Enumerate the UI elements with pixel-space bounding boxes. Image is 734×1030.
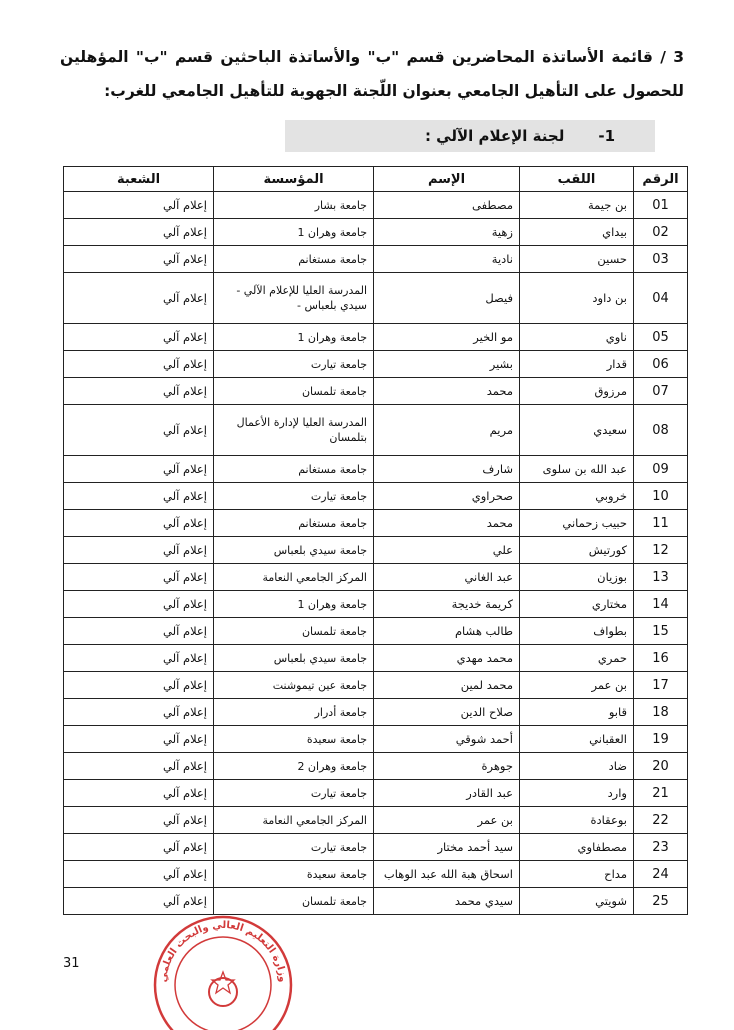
cell-first-name: صحراوي (374, 483, 520, 510)
cell-institution: جامعة تيارت (214, 351, 374, 378)
cell-last-name: بطواف (520, 618, 634, 645)
cell-number: 03 (634, 246, 688, 273)
cell-first-name: عبد القادر (374, 780, 520, 807)
cell-last-name: مختاري (520, 591, 634, 618)
cell-number: 07 (634, 378, 688, 405)
table-row (64, 780, 688, 807)
cell-institution: جامعة تلمسان (214, 378, 374, 405)
cell-first-name: كريمة خديجة (374, 591, 520, 618)
cell-first-name: محمد (374, 510, 520, 537)
cell-number: 18 (634, 699, 688, 726)
candidates-table (63, 166, 688, 915)
header-number: الرقم (634, 167, 688, 192)
cell-institution: جامعة سيدي بلعباس (214, 645, 374, 672)
cell-last-name: حسين (520, 246, 634, 273)
cell-first-name: علي (374, 537, 520, 564)
cell-branch: إعلام آلي (64, 699, 214, 726)
table-row (64, 483, 688, 510)
table-row (64, 510, 688, 537)
cell-branch: إعلام آلي (64, 591, 214, 618)
cell-institution: جامعة مستغانم (214, 510, 374, 537)
cell-branch: إعلام آلي (64, 753, 214, 780)
cell-number: 02 (634, 219, 688, 246)
cell-branch: إعلام آلي (64, 564, 214, 591)
cell-institution: المركز الجامعي النعامة (214, 564, 374, 591)
cell-first-name: محمد (374, 378, 520, 405)
cell-last-name: مرزوق (520, 378, 634, 405)
committee-heading (285, 120, 655, 152)
cell-last-name: خروبي (520, 483, 634, 510)
cell-number: 12 (634, 537, 688, 564)
cell-institution: جامعة وهران 1 (214, 324, 374, 351)
table-row (64, 591, 688, 618)
cell-last-name: حمري (520, 645, 634, 672)
table-row (64, 645, 688, 672)
cell-institution: جامعة وهران 1 (214, 591, 374, 618)
cell-institution: جامعة أدرار (214, 699, 374, 726)
cell-number: 09 (634, 456, 688, 483)
cell-last-name: مداح (520, 861, 634, 888)
table-row (64, 192, 688, 219)
cell-branch: إعلام آلي (64, 219, 214, 246)
cell-branch: إعلام آلي (64, 618, 214, 645)
cell-branch: إعلام آلي (64, 672, 214, 699)
cell-first-name: مريم (374, 405, 520, 456)
cell-branch: إعلام آلي (64, 888, 214, 915)
cell-first-name: شارف (374, 456, 520, 483)
cell-institution: جامعة وهران 2 (214, 753, 374, 780)
cell-first-name: عبد الغاني (374, 564, 520, 591)
cell-last-name: بيداي (520, 219, 634, 246)
cell-last-name: عبد الله بن سلوى (520, 456, 634, 483)
cell-branch: إعلام آلي (64, 510, 214, 537)
cell-last-name: بن جيمة (520, 192, 634, 219)
table-row (64, 324, 688, 351)
cell-number: 16 (634, 645, 688, 672)
cell-institution: جامعة سعيدة (214, 861, 374, 888)
cell-first-name: سيد أحمد مختار (374, 834, 520, 861)
table-row (64, 726, 688, 753)
official-seal-icon (148, 910, 298, 1030)
cell-number: 11 (634, 510, 688, 537)
cell-last-name: بوزيان (520, 564, 634, 591)
cell-first-name: طالب هشام (374, 618, 520, 645)
cell-first-name: فيصل (374, 273, 520, 324)
table-header-row (64, 167, 688, 192)
cell-last-name: مصطفاوي (520, 834, 634, 861)
cell-last-name: بوعقادة (520, 807, 634, 834)
cell-last-name: كورتيش (520, 537, 634, 564)
cell-institution: جامعة تيارت (214, 483, 374, 510)
committee-number: 1- (598, 127, 615, 145)
cell-last-name: حبيب زحماني (520, 510, 634, 537)
cell-last-name: شويتي (520, 888, 634, 915)
header-institution: المؤسسة (214, 167, 374, 192)
cell-branch: إعلام آلي (64, 192, 214, 219)
cell-branch: إعلام آلي (64, 645, 214, 672)
cell-first-name: نادية (374, 246, 520, 273)
cell-branch: إعلام آلي (64, 537, 214, 564)
cell-first-name: اسحاق هبة الله عبد الوهاب (374, 861, 520, 888)
table-row (64, 246, 688, 273)
cell-first-name: محمد مهدي (374, 645, 520, 672)
table-row (64, 456, 688, 483)
cell-first-name: بن عمر (374, 807, 520, 834)
cell-branch: إعلام آلي (64, 726, 214, 753)
cell-number: 13 (634, 564, 688, 591)
cell-first-name: بشير (374, 351, 520, 378)
cell-number: 15 (634, 618, 688, 645)
cell-branch: إعلام آلي (64, 483, 214, 510)
cell-last-name: سعيدي (520, 405, 634, 456)
cell-branch: إعلام آلي (64, 351, 214, 378)
table-row (64, 351, 688, 378)
cell-number: 21 (634, 780, 688, 807)
cell-institution: جامعة تلمسان (214, 618, 374, 645)
cell-first-name: سيدي محمد (374, 888, 520, 915)
cell-branch: إعلام آلي (64, 405, 214, 456)
cell-institution: جامعة سيدي بلعباس (214, 537, 374, 564)
cell-branch: إعلام آلي (64, 861, 214, 888)
table-row (64, 834, 688, 861)
table-row (64, 219, 688, 246)
cell-last-name: بن داود (520, 273, 634, 324)
cell-branch: إعلام آلي (64, 780, 214, 807)
cell-institution: المركز الجامعي النعامة (214, 807, 374, 834)
committee-title: لجنة الإعلام الآلي : (424, 127, 565, 145)
cell-first-name: أحمد شوقي (374, 726, 520, 753)
cell-institution: جامعة سعيدة (214, 726, 374, 753)
table-row (64, 807, 688, 834)
cell-number: 08 (634, 405, 688, 456)
cell-number: 14 (634, 591, 688, 618)
cell-last-name: قدار (520, 351, 634, 378)
cell-number: 23 (634, 834, 688, 861)
header-last-name: اللقب (520, 167, 634, 192)
cell-number: 05 (634, 324, 688, 351)
cell-institution: جامعة وهران 1 (214, 219, 374, 246)
cell-branch: إعلام آلي (64, 834, 214, 861)
seal-text: وزارة التعليم العالي والبحث العلمي (157, 919, 288, 983)
cell-last-name: العقباني (520, 726, 634, 753)
cell-last-name: وارد (520, 780, 634, 807)
cell-number: 19 (634, 726, 688, 753)
cell-branch: إعلام آلي (64, 246, 214, 273)
cell-institution: جامعة مستغانم (214, 456, 374, 483)
cell-first-name: زهية (374, 219, 520, 246)
table-row (64, 564, 688, 591)
table-row (64, 405, 688, 456)
cell-branch: إعلام آلي (64, 324, 214, 351)
intro-paragraph: 3 / قائمة الأساتذة المحاضرين قسم "ب" والأساتذة الباحثين قسم "ب" المؤهلين للحصول على التأهيل الجامعي بعنوان اللّجنة الجهوية للتأهيل الجامعي للغرب: (60, 48, 684, 100)
cell-number: 04 (634, 273, 688, 324)
table-row (64, 273, 688, 324)
cell-first-name: صلاح الدين (374, 699, 520, 726)
table-row (64, 672, 688, 699)
cell-branch: إعلام آلي (64, 378, 214, 405)
header-first-name: الإسم (374, 167, 520, 192)
header-branch: الشعبة (64, 167, 214, 192)
cell-number: 01 (634, 192, 688, 219)
cell-number: 17 (634, 672, 688, 699)
cell-institution: جامعة مستغانم (214, 246, 374, 273)
cell-last-name: ضاد (520, 753, 634, 780)
table-row (64, 378, 688, 405)
cell-first-name: مو الخير (374, 324, 520, 351)
cell-institution: المدرسة العليا للإعلام الآلي - سيدي بلعباس - (214, 273, 374, 324)
cell-first-name: جوهرة (374, 753, 520, 780)
cell-number: 06 (634, 351, 688, 378)
page-number: 31 (63, 956, 80, 971)
cell-branch: إعلام آلي (64, 456, 214, 483)
cell-number: 24 (634, 861, 688, 888)
cell-institution: المدرسة العليا لإدارة الأعمال بتلمسان (214, 405, 374, 456)
table-row (64, 618, 688, 645)
cell-institution: جامعة تلمسان (214, 888, 374, 915)
cell-institution: جامعة بشار (214, 192, 374, 219)
cell-institution: جامعة تيارت (214, 780, 374, 807)
cell-number: 20 (634, 753, 688, 780)
table-row (64, 753, 688, 780)
cell-number: 25 (634, 888, 688, 915)
cell-first-name: مصطفى (374, 192, 520, 219)
cell-number: 10 (634, 483, 688, 510)
table-row (64, 537, 688, 564)
cell-institution: جامعة تيارت (214, 834, 374, 861)
cell-first-name: محمد لمين (374, 672, 520, 699)
cell-last-name: بن عمر (520, 672, 634, 699)
cell-institution: جامعة عين تيموشنت (214, 672, 374, 699)
table-row (64, 861, 688, 888)
table-row (64, 699, 688, 726)
cell-last-name: ناوي (520, 324, 634, 351)
cell-branch: إعلام آلي (64, 273, 214, 324)
cell-number: 22 (634, 807, 688, 834)
cell-last-name: قابو (520, 699, 634, 726)
cell-branch: إعلام آلي (64, 807, 214, 834)
